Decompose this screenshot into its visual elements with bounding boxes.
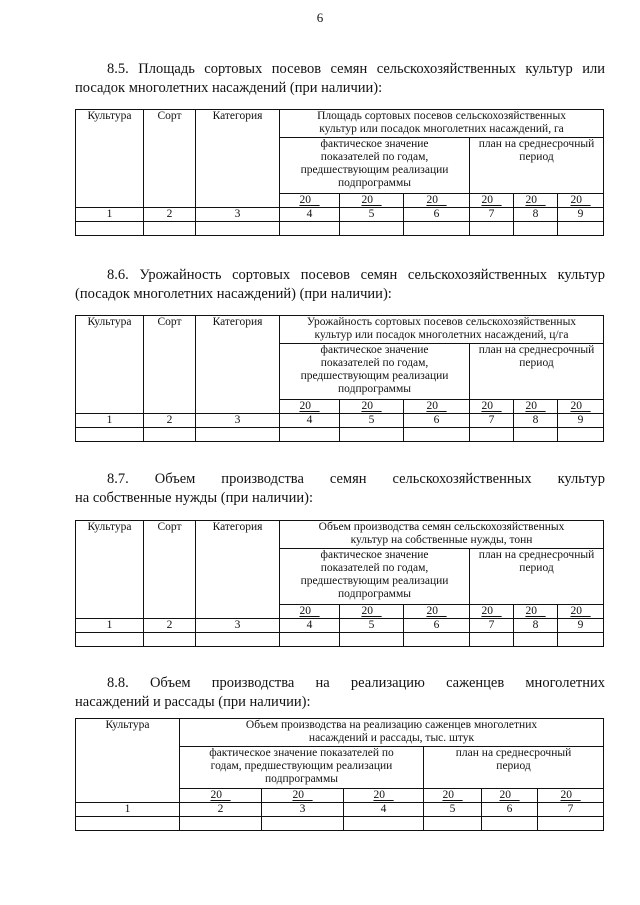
year-cell: 20 bbox=[558, 400, 604, 414]
column-number: 8 bbox=[514, 619, 558, 633]
column-number: 6 bbox=[404, 414, 470, 428]
year-cell: 20 bbox=[180, 789, 262, 803]
header-fact-label: фактическое значение показателей по годам, предшествующим реализации подпрограммы bbox=[280, 344, 470, 400]
header-variety: Сорт bbox=[144, 316, 196, 414]
year-cell: 20 bbox=[344, 789, 424, 803]
heading-line-2: посадок многолетних насаждений (при наличии): bbox=[75, 80, 383, 96]
heading-line-1: 8.6. Урожайность сортовых посевов семян сельскохозяйственных культур bbox=[107, 267, 605, 283]
header-fact-label: фактическое значение показателей по годам, предшествующим реализации подпрограммы bbox=[280, 138, 470, 194]
year-cell: 20 bbox=[558, 605, 604, 619]
header-group-title: Объем производства на реализацию саженцев многолетних насаждений и рассады, тыс. штук bbox=[180, 719, 604, 747]
heading-line-2: насаждений и рассады (при наличии): bbox=[75, 694, 311, 710]
column-number: 2 bbox=[144, 208, 196, 222]
year-cell: 20 bbox=[538, 789, 604, 803]
table-8-6 bbox=[75, 315, 604, 442]
header-crop: Культура bbox=[76, 316, 144, 414]
header-variety: Сорт bbox=[144, 521, 196, 619]
header-group-title: Площадь сортовых посевов сельскохозяйственных культур или посадок многолетних насаждений, га bbox=[280, 110, 604, 138]
header-crop: Культура bbox=[76, 110, 144, 208]
column-number: 5 bbox=[340, 619, 404, 633]
year-cell: 20 bbox=[558, 194, 604, 208]
column-number: 8 bbox=[514, 208, 558, 222]
year-cell: 20 bbox=[340, 605, 404, 619]
year-cell: 20 bbox=[404, 194, 470, 208]
header-group-title: Объем производства семян сельскохозяйственных культур на собственные нужды, тонн bbox=[280, 521, 604, 549]
empty-data-row bbox=[76, 222, 604, 236]
year-cell: 20 bbox=[340, 194, 404, 208]
column-number: 2 bbox=[144, 619, 196, 633]
section-heading-8-5 bbox=[75, 60, 605, 98]
year-cell: 20 bbox=[404, 605, 470, 619]
column-number: 6 bbox=[404, 208, 470, 222]
section-heading-8-7 bbox=[75, 470, 605, 508]
column-number: 6 bbox=[404, 619, 470, 633]
column-number: 1 bbox=[76, 619, 144, 633]
year-cell: 20 bbox=[424, 789, 482, 803]
column-number: 4 bbox=[280, 208, 340, 222]
column-number: 7 bbox=[470, 414, 514, 428]
empty-data-row bbox=[76, 817, 604, 831]
heading-line-2: на собственные нужды (при наличии): bbox=[75, 490, 313, 506]
header-fact-label: фактическое значение показателей по годам, предшествующим реализации подпрограммы bbox=[280, 549, 470, 605]
header-plan-label: план на среднесрочный период bbox=[470, 549, 604, 605]
header-plan-label: план на среднесрочный период bbox=[470, 344, 604, 400]
column-number: 8 bbox=[514, 414, 558, 428]
column-number: 1 bbox=[76, 803, 180, 817]
heading-line-1: 8.8. Объем производства на реализацию саженцев многолетних bbox=[107, 675, 605, 691]
column-number: 5 bbox=[424, 803, 482, 817]
column-number: 3 bbox=[196, 414, 280, 428]
column-number: 3 bbox=[196, 208, 280, 222]
column-number: 4 bbox=[280, 619, 340, 633]
column-number: 9 bbox=[558, 414, 604, 428]
header-group-title: Урожайность сортовых посевов сельскохозяйственных культур или посадок многолетних насаждений, ц/га bbox=[280, 316, 604, 344]
column-number: 2 bbox=[144, 414, 196, 428]
column-number: 3 bbox=[262, 803, 344, 817]
empty-data-row bbox=[76, 633, 604, 647]
year-cell: 20 bbox=[280, 194, 340, 208]
column-number: 7 bbox=[470, 208, 514, 222]
heading-line-2: (посадок многолетних насаждений) (при наличии): bbox=[75, 286, 392, 302]
table-8-5 bbox=[75, 109, 604, 236]
year-cell: 20 bbox=[340, 400, 404, 414]
column-number: 5 bbox=[340, 208, 404, 222]
year-cell: 20 bbox=[262, 789, 344, 803]
column-number: 7 bbox=[538, 803, 604, 817]
header-category: Категория bbox=[196, 316, 280, 414]
section-heading-8-6 bbox=[75, 266, 605, 304]
header-crop: Культура bbox=[76, 521, 144, 619]
header-crop: Культура bbox=[76, 719, 180, 803]
column-number: 4 bbox=[280, 414, 340, 428]
year-cell: 20 bbox=[514, 605, 558, 619]
year-cell: 20 bbox=[280, 605, 340, 619]
year-cell: 20 bbox=[470, 194, 514, 208]
year-cell: 20 bbox=[482, 789, 538, 803]
column-number: 4 bbox=[344, 803, 424, 817]
header-fact-label: фактическое значение показателей по годам, предшествующим реализации подпрограммы bbox=[180, 747, 424, 789]
header-category: Категория bbox=[196, 521, 280, 619]
column-number: 9 bbox=[558, 619, 604, 633]
year-cell: 20 bbox=[280, 400, 340, 414]
column-number: 1 bbox=[76, 414, 144, 428]
header-variety: Сорт bbox=[144, 110, 196, 208]
page-number: 6 bbox=[316, 10, 324, 25]
column-number: 1 bbox=[76, 208, 144, 222]
header-category: Категория bbox=[196, 110, 280, 208]
header-plan-label: план на среднесрочный период bbox=[424, 747, 604, 789]
table-8-8 bbox=[75, 718, 604, 831]
column-number: 5 bbox=[340, 414, 404, 428]
year-cell: 20 bbox=[514, 400, 558, 414]
empty-data-row bbox=[76, 428, 604, 442]
column-number: 9 bbox=[558, 208, 604, 222]
column-number: 7 bbox=[470, 619, 514, 633]
heading-line-1: 8.7. Объем производства семян сельскохозяйственных культур bbox=[107, 471, 605, 487]
section-heading-8-8 bbox=[75, 674, 605, 712]
year-cell: 20 bbox=[404, 400, 470, 414]
table-8-7 bbox=[75, 520, 604, 647]
year-cell: 20 bbox=[514, 194, 558, 208]
year-cell: 20 bbox=[470, 605, 514, 619]
heading-line-1: 8.5. Площадь сортовых посевов семян сельскохозяйственных культур или bbox=[107, 61, 605, 77]
column-number: 2 bbox=[180, 803, 262, 817]
column-number: 3 bbox=[196, 619, 280, 633]
column-number: 6 bbox=[482, 803, 538, 817]
year-cell: 20 bbox=[470, 400, 514, 414]
header-plan-label: план на среднесрочный период bbox=[470, 138, 604, 194]
